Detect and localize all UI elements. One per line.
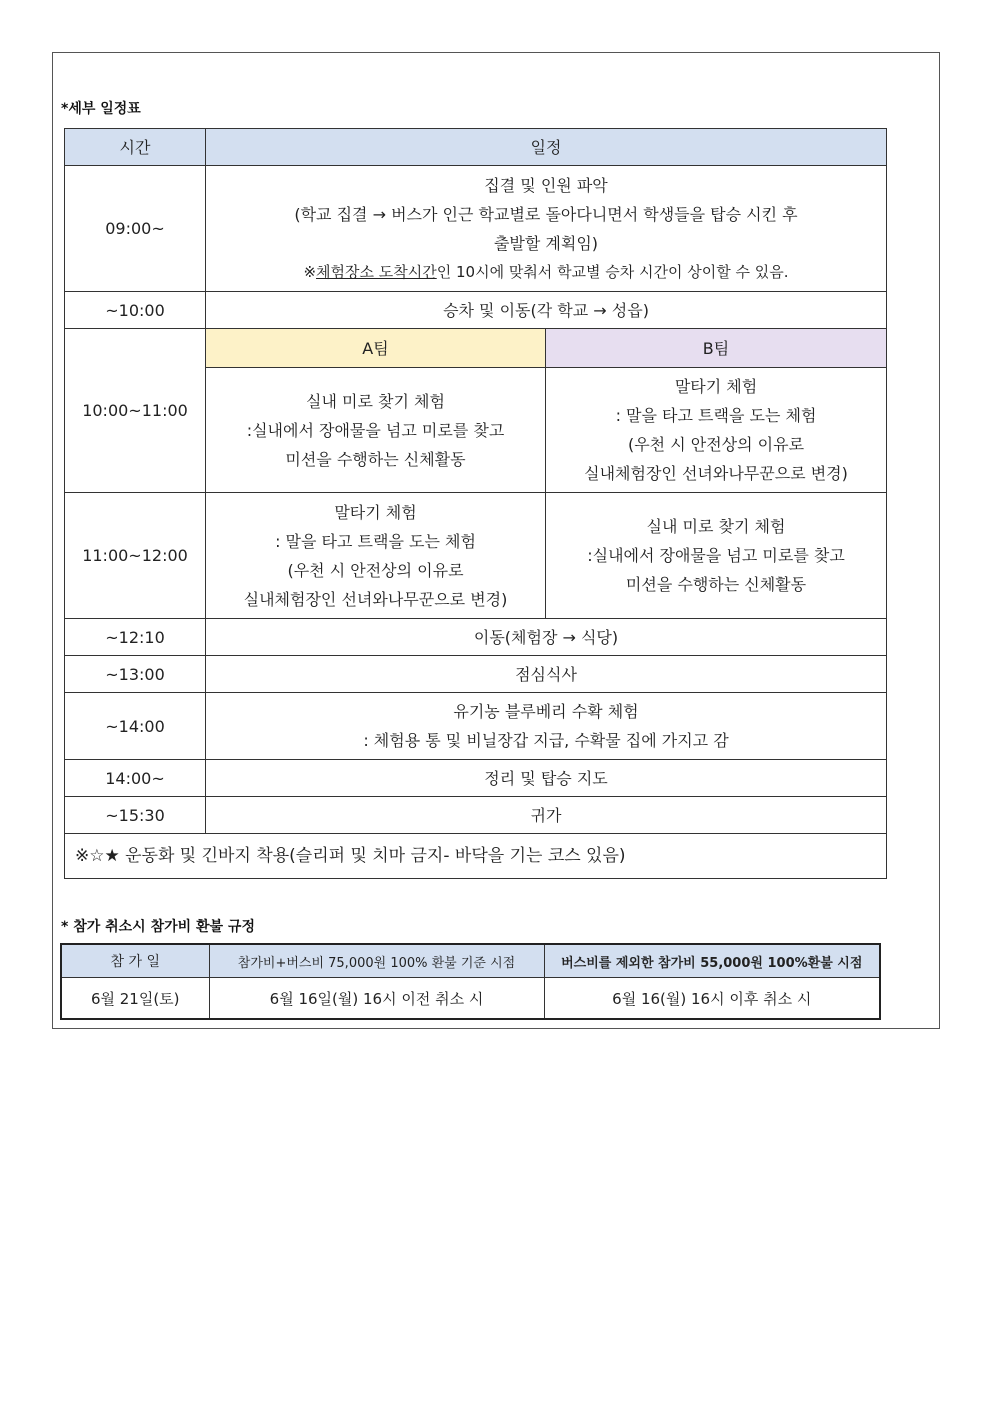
full-refund-header: 참가비+버스비 75,000원 100% 환불 기준 시점 [209, 944, 544, 978]
refund-header-row [61, 944, 880, 978]
plan-cell [206, 166, 887, 292]
schedule-header-row [65, 129, 887, 166]
activity-line: (우천 시 안전상의 이유로 [287, 560, 464, 580]
table-row [61, 978, 880, 1020]
activity-line: 실내 미로 찾기 체험 [646, 517, 786, 536]
refund-heading: * 참가 취소시 참가비 환불 규정 [61, 919, 255, 935]
time-cell: ~14:00 [65, 693, 206, 760]
time-cell: 11:00~12:00 [65, 493, 206, 619]
plan-line: 출발할 계획임) [493, 233, 599, 253]
time-cell: ~13:00 [65, 656, 206, 693]
time-cell: ~10:00 [65, 292, 206, 329]
partial-refund-deadline: 6월 16(월) 16시 이후 취소 시 [544, 978, 880, 1020]
note-underlined: 체험장소 도착시간 [316, 262, 437, 281]
schedule-table [64, 128, 887, 879]
refund-table [60, 943, 881, 1020]
activity-line: : 말을 타고 트랙을 도는 체험 [275, 531, 476, 551]
team-a-header: A팀 [206, 329, 546, 368]
table-row [65, 329, 887, 368]
table-row [65, 760, 887, 797]
plan-cell: 정리 및 탑승 지도 [206, 760, 887, 797]
plan-note [206, 258, 886, 287]
partial-refund-header: 버스비를 제외한 참가비 55,000원 100%환불 시점 [544, 944, 880, 978]
col-plan-header: 일정 [206, 129, 887, 166]
dress-code-note: ※☆★ 운동화 및 긴바지 착용(슬리퍼 및 치마 금지- 바닥을 기는 코스 있음) [65, 834, 887, 879]
col-time-header: 시간 [65, 129, 206, 166]
table-row [65, 292, 887, 329]
time-cell: 10:00~11:00 [65, 329, 206, 493]
activity-line: : 말을 타고 트랙을 도는 체험 [615, 406, 817, 425]
time-cell: 09:00~ [65, 166, 206, 292]
team-a-activity [206, 493, 546, 619]
participation-date: 6월 21일(토) [61, 978, 209, 1020]
plan-line: : 체험용 통 및 비닐장갑 지급, 수확물 집에 가지고 감 [363, 731, 729, 750]
table-row [65, 166, 887, 292]
note-text: 인 10시에 맞춰서 학교별 승차 시간이 상이할 수 있음. [436, 262, 789, 281]
plan-line: (학교 집결 → 버스가 인근 학교별로 돌아다니면서 학생들을 탑승 시킨 후 [294, 204, 798, 224]
plan-cell [206, 693, 887, 760]
table-row [65, 619, 887, 656]
table-row [65, 493, 887, 619]
time-cell: ~12:10 [65, 619, 206, 656]
activity-line: 실내체험장인 선녀와나무꾼으로 변경) [243, 589, 508, 609]
full-refund-deadline: 6월 16일(월) 16시 이전 취소 시 [209, 978, 544, 1020]
activity-line: 실내 미로 찾기 체험 [306, 391, 445, 411]
note-row [65, 834, 887, 879]
activity-line: 미션을 수행하는 신체활동 [625, 575, 807, 594]
plan-line: 유기농 블루베리 수확 체험 [453, 702, 639, 721]
team-b-activity [546, 368, 887, 493]
plan-cell: 귀가 [206, 797, 887, 834]
plan-cell: 승차 및 이동(각 학교 → 성읍) [206, 292, 887, 329]
table-row [65, 797, 887, 834]
activity-line: 말타기 체험 [334, 502, 417, 522]
table-row [65, 693, 887, 760]
schedule-heading: *세부 일정표 [61, 101, 141, 117]
note-mark: ※ [303, 262, 317, 281]
activity-line: 말타기 체험 [674, 377, 758, 396]
activity-line: 실내체험장인 선녀와나무꾼으로 변경) [584, 464, 848, 483]
activity-line: (우천 시 안전상의 이유로 [627, 435, 805, 454]
plan-line: 집결 및 인원 파악 [484, 175, 608, 195]
activity-line: 미션을 수행하는 신체활동 [285, 449, 466, 469]
time-cell: ~15:30 [65, 797, 206, 834]
participation-date-header: 참 가 일 [61, 944, 209, 978]
team-b-header: B팀 [546, 329, 887, 368]
team-a-activity [206, 368, 546, 493]
plan-cell: 이동(체험장 → 식당) [206, 619, 887, 656]
activity-line: :실내에서 장애물을 넘고 미로를 찾고 [587, 546, 845, 565]
plan-cell: 점심식사 [206, 656, 887, 693]
table-row [65, 656, 887, 693]
activity-line: :실내에서 장애물을 넘고 미로를 찾고 [246, 420, 505, 440]
team-b-activity [546, 493, 887, 619]
time-cell: 14:00~ [65, 760, 206, 797]
